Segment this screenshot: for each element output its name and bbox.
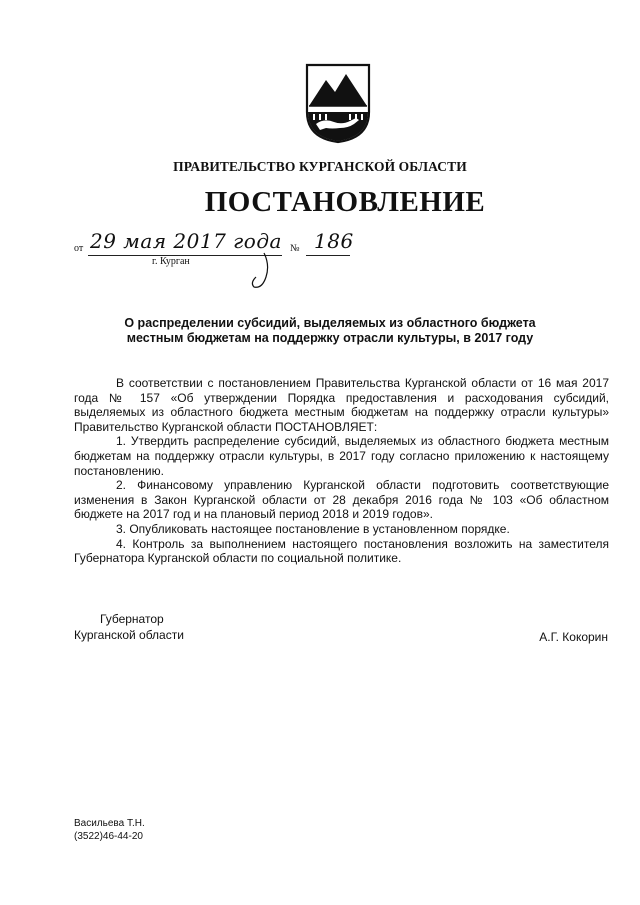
executor-info xyxy=(74,817,145,843)
document-type-title: ПОСТАНОВЛЕНИЕ xyxy=(204,186,486,218)
coat-of-arms-emblem xyxy=(304,62,372,144)
body-paragraph-2: 1. Утвердить распределение субсидий, выделяемых из областного бюджета местным бюджетам на поддержку отрасли культуры, в 2017 году согласно приложению к настоящему постановлению. xyxy=(74,434,609,478)
body-paragraph-3: 2. Финансовому управлению Курганской области подготовить соответствующие изменения в Закон Курганской области от 28 декабря 2016 года № 103 «Об областном бюджете на 2017 год и на плановый период 2018 и 2019 годов». xyxy=(74,478,609,522)
document-subject xyxy=(60,316,600,346)
subject-line-2: местным бюджетам на поддержку отрасли культуры, в 2017 году xyxy=(126,331,534,345)
body-paragraph-4: 3. Опубликовать настоящее постановление в установленном порядке. xyxy=(116,521,510,536)
number-label: № xyxy=(290,243,300,254)
handwritten-number: 186 xyxy=(314,229,354,253)
body-paragraph-1: В соответствии с постановлением Правительства Курганской области от 16 мая 2017 года № 157 «Об утверждении Порядка предоставления и расходования субсидий, выделяемых из областного бюджета местным бюджетам на поддержку отрасли культуры» Правительство Курганской области ПОСТАНОВЛЯЕТ: xyxy=(74,376,609,434)
city-label: г. Курган xyxy=(152,256,190,267)
government-name: ПРАВИТЕЛЬСТВО КУРГАНСКОЙ ОБЛАСТИ xyxy=(173,159,467,174)
executor-phone: (3522)46-44-20 xyxy=(74,831,143,842)
executor-name: Васильева Т.Н. xyxy=(74,818,145,829)
number-underline xyxy=(306,255,350,256)
handwritten-date: 29 мая 2017 года xyxy=(90,229,282,253)
handwriting-stroke xyxy=(244,251,284,293)
signatory-title-line-1: Губернатор xyxy=(100,612,164,626)
signatory-name: А.Г. Кокорин xyxy=(539,630,608,644)
date-number-line xyxy=(74,231,354,291)
document-body xyxy=(74,376,609,566)
signatory-title-line-2: Курганской области xyxy=(74,628,184,642)
body-paragraph-5: 4. Контроль за выполнением настоящего постановления возложить на заместителя Губернатора Курганской области по социальной политике. xyxy=(74,536,609,566)
from-label: от xyxy=(74,243,84,254)
subject-line-1: О распределении субсидий, выделяемых из областного бюджета xyxy=(124,316,536,330)
